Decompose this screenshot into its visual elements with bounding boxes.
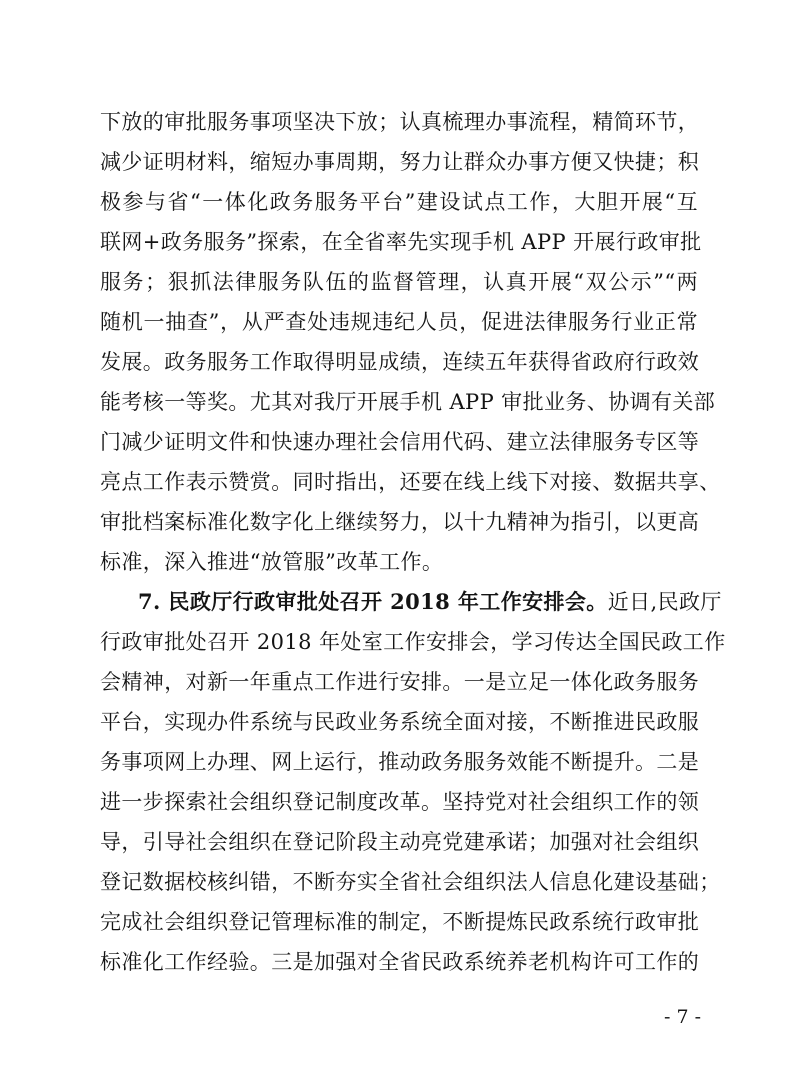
paragraph-line: 门减少证明文件和快速办理社会信用代码、建立法律服务专区等 [100,430,700,454]
paragraph-line: 审批档案标准化数字化上继续努力，以十九精神为指引，以更高 [100,510,700,534]
paragraph-line: 极参与省“一体化政务服务平台”建设试点工作，大胆开展“互 [100,190,698,214]
section-heading: 7. 民政厅行政审批处召开 2018 年工作安排会。 [138,589,608,614]
section-line: 导，引导社会组织在登记阶段主动亮党建承诺；加强对社会组织 [100,830,700,854]
section-line: 标准化工作经验。三是加强对全省民政系统养老机构许可工作的 [100,950,700,974]
section-first-line-rest: 近日,民政厅 [607,590,722,614]
section-line: 进一步探索社会组织登记制度改革。坚持党对社会组织工作的领 [100,790,700,814]
paragraph-line: 下放的审批服务事项坚决下放；认真梳理办事流程，精简环节， [100,110,700,134]
paragraph-last-line: 标准，深入推进“放管服”改革工作。 [100,550,444,574]
section-line: 登记数据校核纠错，不断夯实全省社会组织法人信息化建设基础； [100,870,721,894]
paragraph-line: 发展。政务服务工作取得明显成绩，连续五年获得省政府行政效 [100,350,700,374]
paragraph-line: 能考核一等奖。尤其对我厅开展手机 APP 审批业务、协调有关部 [100,390,716,414]
section-line: 行政审批处召开 2018 年处室工作安排会，学习传达全国民政工作 [100,630,726,654]
paragraph-line: 随机一抽查”，从严查处违规违纪人员，促进法律服务行业正常 [100,310,698,334]
paragraph-line: 联网+政务服务”探索，在全省率先实现手机 APP 开展行政审批 [100,230,702,254]
section-line: 务事项网上办理、网上运行，推动政务服务效能不断提升。二是 [100,750,700,774]
paragraph-line: 亮点工作表示赞赏。同时指出，还要在线上线下对接、数据共享、 [100,470,721,494]
section-first-line [138,582,722,622]
paragraph-line: 服务；狠抓法律服务队伍的监督管理，认真开展“双公示”“两 [100,270,698,294]
section-line: 会精神，对新一年重点工作进行安排。一是立足一体化政务服务 [100,670,700,694]
section-line: 平台，实现办件系统与民政业务系统全面对接，不断推进民政服 [100,710,700,734]
page-number: - 7 - [663,1006,701,1028]
section-line: 完成社会组织登记管理标准的制定，不断提炼民政系统行政审批 [100,910,700,934]
paragraph-line: 减少证明材料，缩短办事周期，努力让群众办事方便又快捷；积 [100,150,700,174]
